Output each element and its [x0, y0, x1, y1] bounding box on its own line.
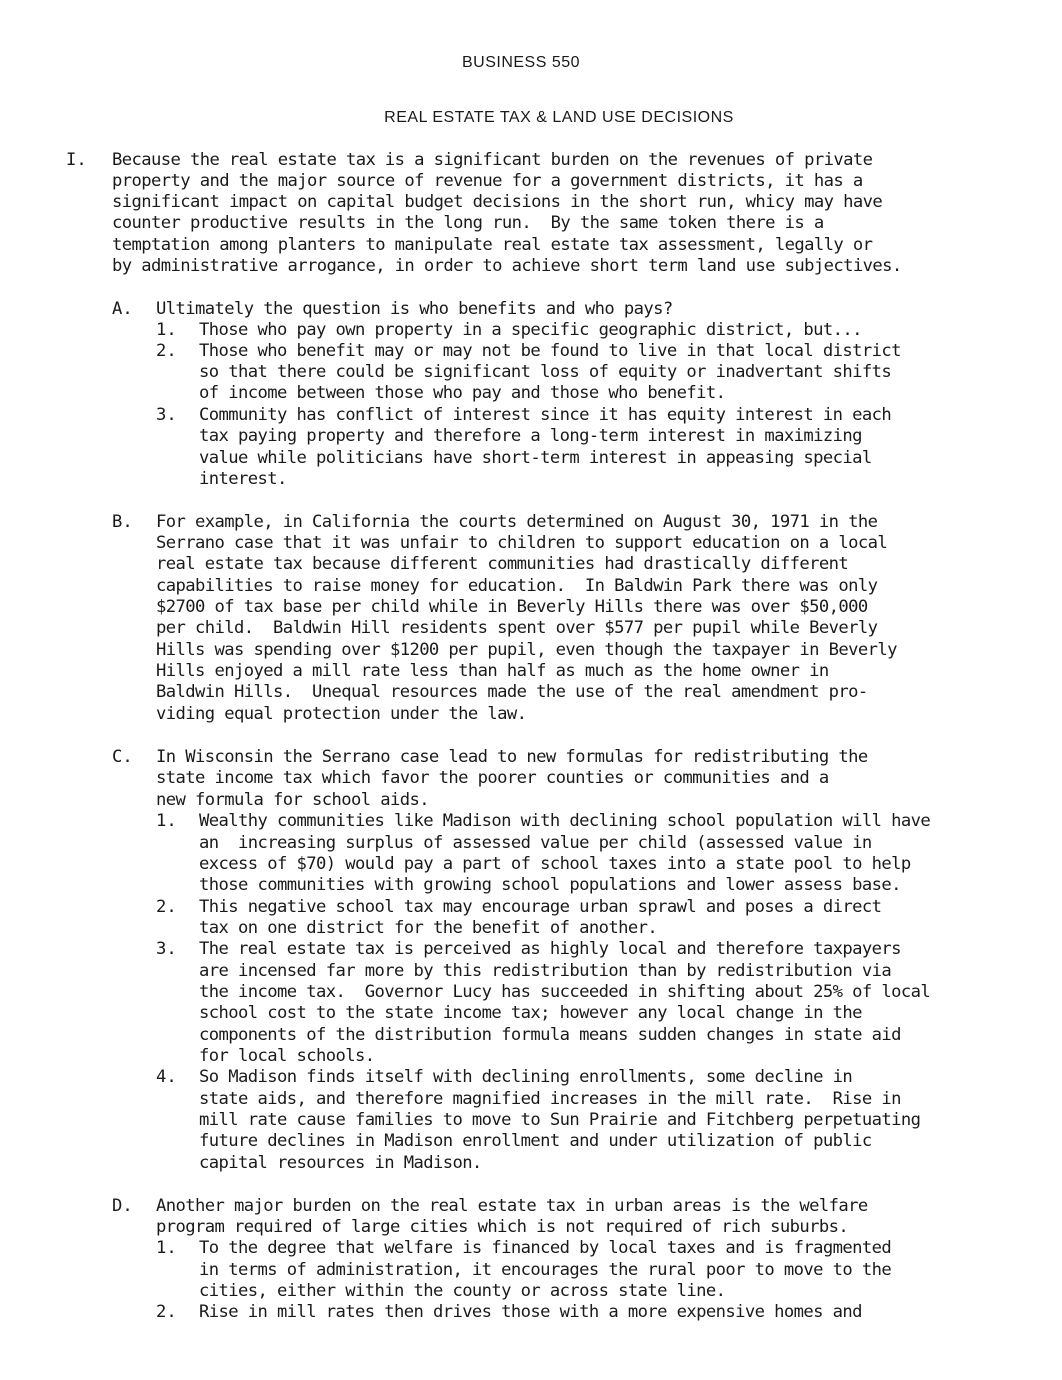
paragraph-line: In Wisconsin the Serrano case lead to new formulas for redistributing the	[156, 747, 868, 767]
subsection-marker: B.	[112, 512, 133, 532]
item-line: an increasing surplus of assessed value per child (assessed value in	[199, 833, 872, 853]
item-line: the income tax. Governor Lucy has succeeded in shifting about 25% of local	[199, 982, 931, 1002]
section-marker: I.	[66, 150, 87, 170]
item-line: cities, either within the county or across state line.	[199, 1281, 726, 1301]
item-marker: 1.	[156, 811, 177, 831]
subsection-marker: A.	[112, 299, 133, 319]
item-line: for local schools.	[199, 1046, 375, 1066]
item-line: in terms of administration, it encourages the rural poor to move to the	[199, 1260, 892, 1280]
item-marker: 1.	[156, 320, 177, 340]
paragraph-line: For example, in California the courts determined on August 30, 1971 in the	[156, 512, 878, 532]
paragraph-line: state income tax which favor the poorer counties or communities and a	[156, 768, 829, 788]
paragraph-line: significant impact on capital budget decisions in the short run, whicy may have	[112, 192, 883, 212]
item-marker: 4.	[156, 1067, 177, 1087]
paragraph-line: Serrano case that it was unfair to children to support education on a local	[156, 533, 888, 553]
item-line: mill rate cause families to move to Sun Prairie and Fitchberg perpetuating	[199, 1110, 921, 1130]
subsection-marker: C.	[112, 747, 133, 767]
item-marker: 3.	[156, 405, 177, 425]
paragraph-line: Another major burden on the real estate tax in urban areas is the welfare	[156, 1196, 868, 1216]
item-line: so that there could be significant loss of equity or inadvertant shifts	[199, 362, 892, 382]
item-line: excess of $70) would pay a part of school taxes into a state pool to help	[199, 854, 911, 874]
item-line: interest.	[199, 469, 287, 489]
item-line: Community has conflict of interest since it has equity interest in each	[199, 405, 892, 425]
item-marker: 2.	[156, 897, 177, 917]
item-line: Those who pay own property in a specific geographic district, but...	[199, 320, 862, 340]
item-marker: 2.	[156, 341, 177, 361]
item-line: school cost to the state income tax; however any local change in the	[199, 1003, 862, 1023]
paragraph-line: per child. Baldwin Hill residents spent over $577 per pupil while Beverly	[156, 618, 878, 638]
item-line: capital resources in Madison.	[199, 1153, 482, 1173]
item-line: future declines in Madison enrollment and under utilization of public	[199, 1131, 872, 1151]
subsection-marker: D.	[112, 1196, 133, 1216]
item-line: tax on one district for the benefit of another.	[199, 918, 658, 938]
paragraph-line: real estate tax because different communities had drastically different	[156, 554, 849, 574]
item-line: value while politicians have short-term interest in appeasing special	[199, 448, 872, 468]
item-line: Those who benefit may or may not be found to live in that local district	[199, 341, 901, 361]
paragraph-line: viding equal protection under the law.	[156, 704, 527, 724]
paragraph-line: new formula for school aids.	[156, 790, 429, 810]
item-line: This negative school tax may encourage urban sprawl and poses a direct	[199, 897, 882, 917]
item-line: Wealthy communities like Madison with declining school population will have	[199, 811, 931, 831]
item-line: tax paying property and therefore a long-term interest in maximizing	[199, 426, 862, 446]
item-line: those communities with growing school populations and lower assess base.	[199, 875, 901, 895]
paragraph-line: Because the real estate tax is a significant burden on the revenues of private	[112, 150, 873, 170]
item-line: are incensed far more by this redistribution than by redistribution via	[199, 961, 892, 981]
item-line: The real estate tax is perceived as highly local and therefore taxpayers	[199, 939, 901, 959]
paragraph-line: property and the major source of revenue for a government districts, it has a	[112, 171, 863, 191]
item-line: To the degree that welfare is financed by local taxes and is fragmented	[199, 1238, 892, 1258]
paragraph-line: $2700 of tax base per child while in Beverly Hills there was over $50,000	[156, 597, 868, 617]
paragraph-line: temptation among planters to manipulate real estate tax assessment, legally or	[112, 235, 873, 255]
item-line: So Madison finds itself with declining enrollments, some decline in	[199, 1067, 853, 1087]
paragraph-line: Baldwin Hills. Unequal resources made the use of the real amendment pro-	[156, 682, 868, 702]
course-title: BUSINESS 550	[461, 54, 581, 71]
paragraph-line: program required of large cities which is not required of rich suburbs.	[156, 1217, 849, 1237]
item-line: state aids, and therefore magnified increases in the mill rate. Rise in	[199, 1089, 901, 1109]
paragraph-line: by administrative arrogance, in order to achieve short term land use subjectives.	[112, 256, 902, 276]
item-line: Rise in mill rates then drives those with a more expensive homes and	[199, 1302, 862, 1322]
paragraph-line: capabilities to raise money for education. In Baldwin Park there was only	[156, 576, 878, 596]
item-line: components of the distribution formula means sudden changes in state aid	[199, 1025, 901, 1045]
item-line: of income between those who pay and those who benefit.	[199, 383, 726, 403]
item-marker: 2.	[156, 1302, 177, 1322]
item-marker: 1.	[156, 1238, 177, 1258]
paragraph-line: counter productive results in the long run. By the same token there is a	[112, 213, 824, 233]
paragraph-line: Hills enjoyed a mill rate less than half as much as the home owner in	[156, 661, 829, 681]
paragraph-line: Hills was spending over $1200 per pupil, even though the taxpayer in Beverly	[156, 640, 897, 660]
paragraph-line: Ultimately the question is who benefits and who pays?	[156, 299, 673, 319]
document-subtitle: REAL ESTATE TAX & LAND USE DECISIONS	[384, 109, 734, 126]
item-marker: 3.	[156, 939, 177, 959]
